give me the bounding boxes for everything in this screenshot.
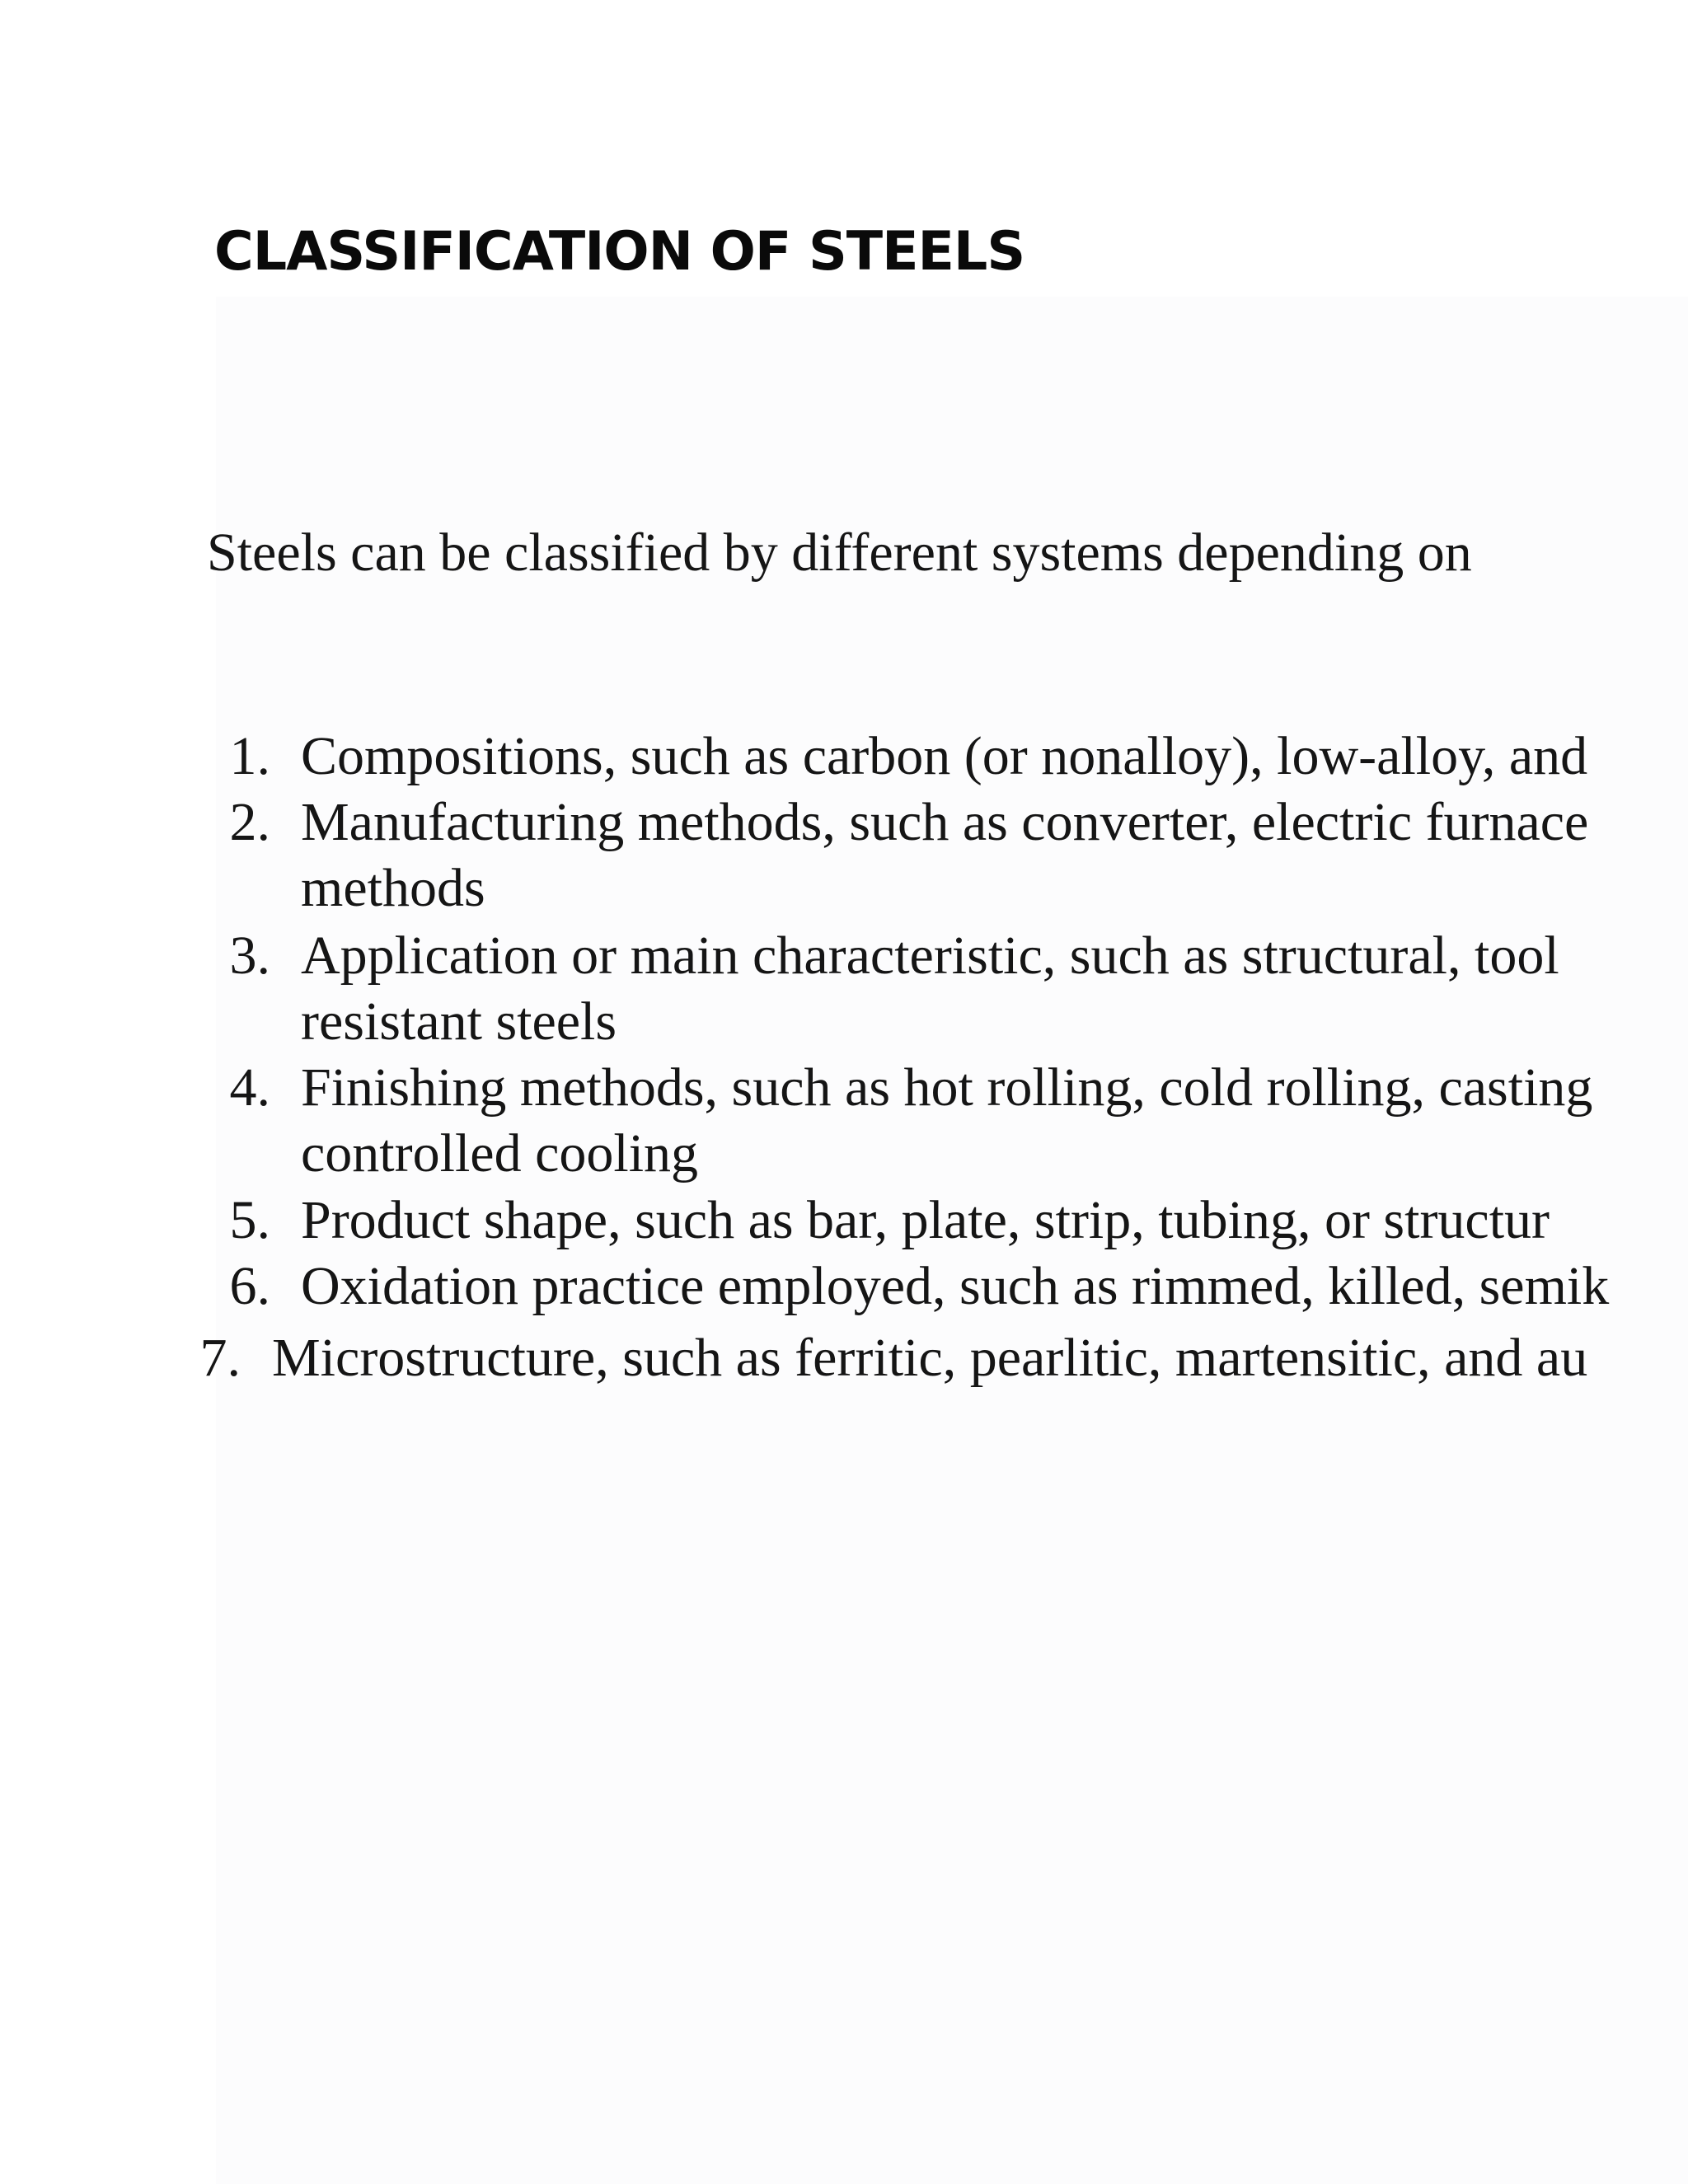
list-item-text: Finishing methods, such as hot rolling, cold rolling, casting: [301, 1057, 1593, 1118]
list-item-continuation: methods: [301, 858, 485, 918]
list-item-number: 2.: [229, 792, 270, 852]
list-item-continuation: resistant steels: [301, 991, 617, 1052]
list-item-number: 3.: [229, 926, 270, 986]
list-item-number: 5.: [229, 1190, 270, 1250]
list-item-text: Product shape, such as bar, plate, strip, tubing, or structur: [301, 1190, 1550, 1250]
list-item-continuation: controlled cooling: [301, 1123, 699, 1183]
list-item-text: Microstructure, such as ferritic, pearlitic, martensitic, and au: [272, 1328, 1588, 1388]
list-item-number: 4.: [229, 1057, 270, 1118]
list-item-number: 1.: [229, 726, 270, 786]
list-item-text: Application or main characteristic, such as structural, tool: [301, 926, 1559, 986]
list-item-number: 6.: [229, 1256, 270, 1316]
page-title: CLASSIFICATION OF STEELS: [214, 221, 1025, 283]
list-item-text: Manufacturing methods, such as converter, electric furnace: [301, 792, 1589, 852]
list-item-number: 7.: [199, 1328, 241, 1388]
list-item-text: Compositions, such as carbon (or nonalloy), low-alloy, and: [301, 726, 1588, 786]
intro-paragraph: Steels can be classified by different systems depending on: [207, 523, 1472, 583]
list-item-text: Oxidation practice employed, such as rimmed, killed, semik: [301, 1256, 1610, 1316]
